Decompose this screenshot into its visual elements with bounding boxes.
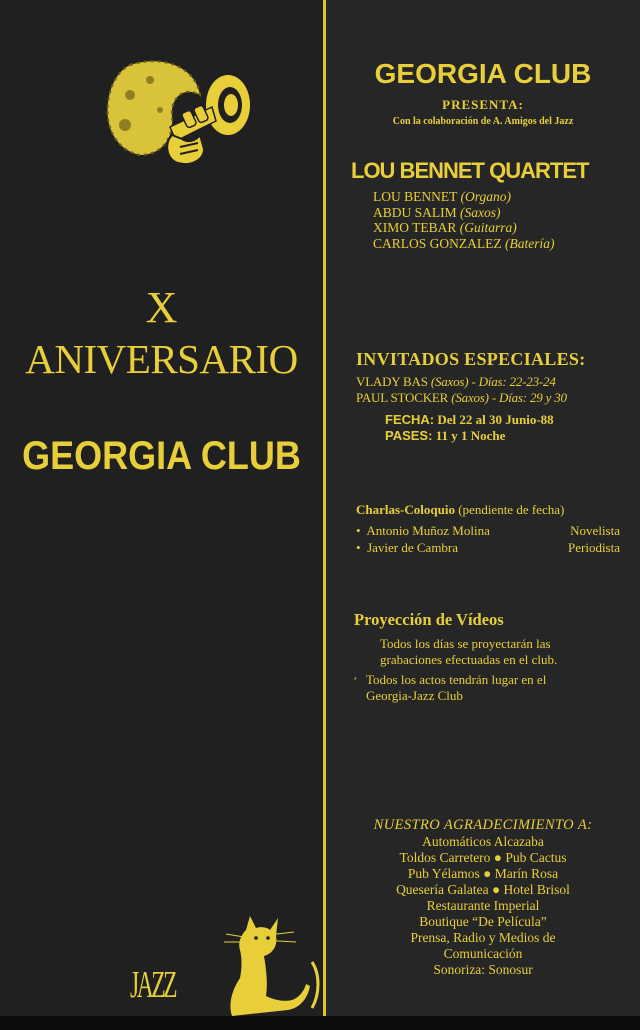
member-line: XIMO TEBAR (Guitarra) <box>373 220 517 235</box>
sponsors-list <box>326 834 640 978</box>
member-line: CARLOS GONZALEZ (Batería) <box>373 235 555 251</box>
collaboration-line: Con la colaboración de A. Amigos del Jazz <box>392 116 574 127</box>
quartet-members <box>373 189 633 251</box>
sponsor-line: Automáticos Alcazaba <box>422 834 544 849</box>
speaker-row: • Javier de Cambra Periodista <box>356 539 620 555</box>
member-line: ABDU SALIM (Saxos) <box>373 204 501 220</box>
guests-list <box>356 374 640 405</box>
videos-text: Todos los días se proyectarán las grabaciones efectuadas en el club. <box>380 636 558 667</box>
guest-line: VLADY BAS (Saxos) - Días: 22-23-24 <box>356 374 556 389</box>
sponsor-line: Boutique “De Película” <box>419 914 547 929</box>
sponsor-line: Restaurante Imperial <box>426 898 540 913</box>
jazz-signature: JAZZ <box>130 964 176 1006</box>
sponsor-line: Prensa, Radio y Medios de <box>410 930 556 945</box>
shows-line: PASES: 11 y 1 Noche <box>385 428 506 443</box>
bottom-edge <box>0 1016 640 1030</box>
member-line: LOU BENNET (Organo) <box>373 189 511 204</box>
speaker-row: • Antonio Muñoz Molina Novelista <box>356 523 620 538</box>
thanks-title: NUESTRO AGRADECIMIENTO A: <box>373 817 593 833</box>
speakers-list <box>356 523 620 556</box>
header-club-name: GEORGIA CLUB <box>374 58 592 89</box>
talks-note: (pendiente de fecha) <box>458 502 565 517</box>
date-line: FECHA: Del 22 al 30 Junio-88 <box>385 412 554 427</box>
guest-line: PAUL STOCKER (Saxos) - Días: 29 y 30 <box>356 389 567 405</box>
quartet-title: LOU BENNET QUARTET <box>351 158 589 183</box>
cat-icon <box>212 912 322 1022</box>
event-info <box>385 412 635 444</box>
sponsor-line: Quesería Galatea ● Hotel Brisol <box>396 882 570 897</box>
presents-label: PRESENTA: <box>442 97 524 112</box>
moon-trumpet-icon <box>100 55 260 180</box>
left-club-name: GEORGIA CLUB <box>22 432 301 478</box>
sponsor-line: Pub Yélamos ● Marín Rosa <box>407 866 559 881</box>
videos-title: Proyección de Vídeos <box>354 610 504 629</box>
talks-heading <box>356 502 640 518</box>
anniversary-heading: ANIVERSARIO <box>25 336 298 382</box>
guests-title: INVITADOS ESPECIALES: <box>356 349 586 369</box>
sponsor-line: Sonoriza: Sonosur <box>433 962 533 977</box>
venue-note: ª Todos los actos tendrán lugar en el Georgia-Jazz Club <box>354 672 547 703</box>
sponsor-line: Toldos Carretero ● Pub Cactus <box>399 850 567 865</box>
talks-title: Charlas-Coloquio <box>356 502 455 517</box>
sponsor-line: Comunicación <box>443 946 523 961</box>
roman-numeral: X <box>145 283 178 332</box>
